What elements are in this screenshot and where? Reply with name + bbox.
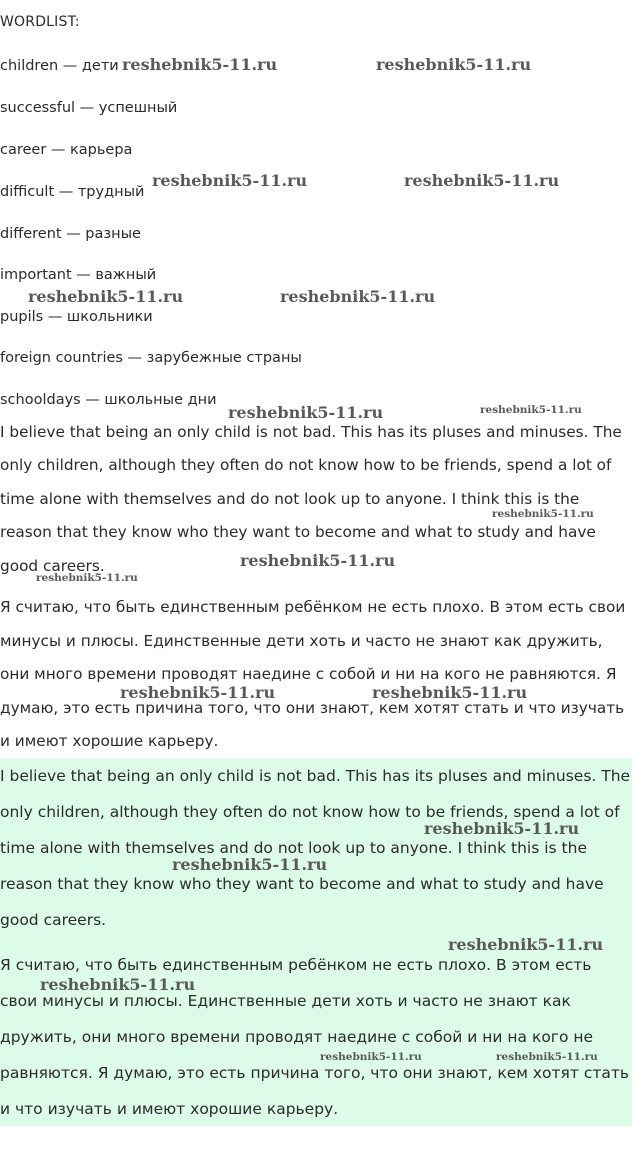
wordlist-heading: WORDLIST: bbox=[0, 14, 80, 30]
watermark: reshebnik5-11.ru bbox=[228, 403, 384, 422]
watermark: reshebnik5-11.ru bbox=[152, 171, 308, 190]
watermark: reshebnik5-11.ru bbox=[424, 819, 580, 838]
watermark: reshebnik5-11.ru bbox=[492, 508, 594, 520]
essay-english: I believe that being an only child is not bad. This has its pluses and minuses. The only children, although they often do not know how to be friends, spend a lot of time alone with themselves and do not look up to anyone. I think this is the reason that they know who they want to become and what to study and have good careers. bbox=[0, 423, 622, 575]
watermark: reshebnik5-11.ru bbox=[376, 55, 532, 74]
watermark: reshebnik5-11.ru bbox=[480, 404, 582, 416]
watermark: reshebnik5-11.ru bbox=[40, 975, 196, 994]
wordlist-item: foreign countries — зарубежные страны bbox=[0, 350, 302, 366]
highlighted-essay-english: I believe that being an only child is not bad. This has its pluses and minuses. The only children, although they often do not know how to be friends, spend a lot of time alone with themselves and do not look up to anyone. I think this is the reason that they know who they want to become and what to study and have good careers. bbox=[0, 767, 631, 929]
wordlist-item: different — разные bbox=[0, 226, 141, 242]
watermark: reshebnik5-11.ru bbox=[280, 287, 436, 306]
wordlist-item: children — дети bbox=[0, 58, 119, 74]
watermark: reshebnik5-11.ru bbox=[320, 1051, 422, 1063]
highlighted-essay-russian: Я считаю, что быть единственным ребёнком не есть плохо. В этом есть свои минусы и плюсы. Единственные дети хоть и часто не знают как дружить, они много времени проводят наедине с собой и ни на кого не равняются. Я думаю, это есть причина того, что они знают, кем хотят стать и что изучать и имеют хорошие карьеру. bbox=[0, 956, 630, 1118]
wordlist-item: pupils — школьники bbox=[0, 309, 153, 325]
watermark: reshebnik5-11.ru bbox=[172, 855, 328, 874]
watermark: reshebnik5-11.ru bbox=[36, 572, 138, 584]
wordlist-item: career — карьера bbox=[0, 142, 133, 158]
watermark: reshebnik5-11.ru bbox=[496, 1051, 598, 1063]
watermark: reshebnik5-11.ru bbox=[28, 287, 184, 306]
watermark: reshebnik5-11.ru bbox=[372, 683, 528, 702]
watermark: reshebnik5-11.ru bbox=[404, 171, 560, 190]
wordlist-item: difficult — трудный bbox=[0, 184, 145, 200]
watermark: reshebnik5-11.ru bbox=[120, 683, 276, 702]
wordlist-item: important — важный bbox=[0, 267, 157, 283]
watermark: reshebnik5-11.ru bbox=[122, 55, 278, 74]
watermark: reshebnik5-11.ru bbox=[448, 935, 604, 954]
wordlist-item: successful — успешный bbox=[0, 100, 178, 116]
wordlist-item: schooldays — школьные дни bbox=[0, 392, 217, 408]
essay-russian: Я считаю, что быть единственным ребёнком не есть плохо. В этом есть свои минусы и плюсы. Единственные дети хоть и часто не знают как дружить, они много времени проводят наедине с собой и ни на кого не равняются. Я думаю, это есть причина того, что они знают, кем хотят стать и что изучать и имеют хорошие карьеру. bbox=[0, 598, 626, 751]
watermark: reshebnik5-11.ru bbox=[240, 551, 396, 570]
